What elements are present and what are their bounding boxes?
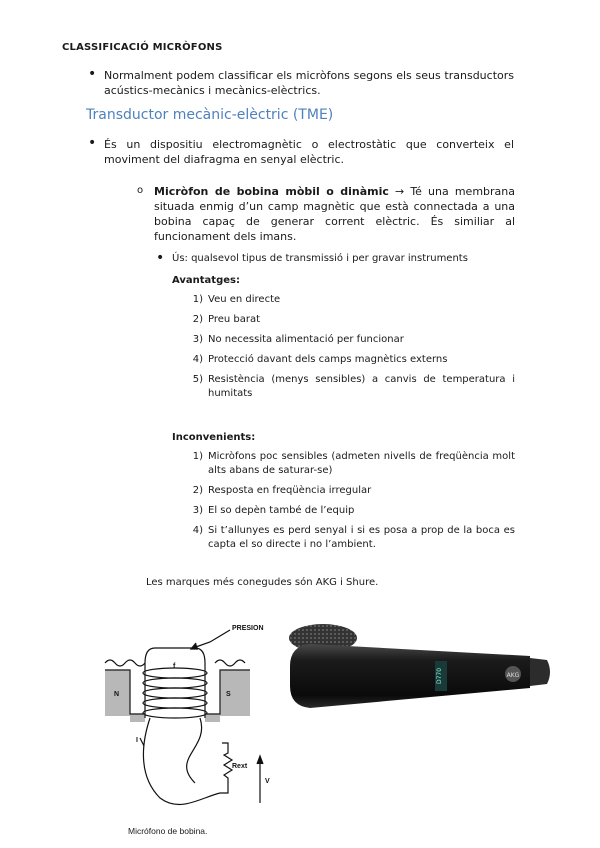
list-item: 1) Veu en directe [192,294,281,305]
advantages-title: Avantatges: [172,275,240,286]
page-heading: CLASSIFICACIÓ MICRÒFONS [62,42,223,53]
list-item: 3) El so depèn també de l’equip [192,505,355,516]
mic-type-paragraph [154,184,515,244]
section-description: És un dispositiu electromagnètic o electrostàtic que converteix el moviment del diafragma en senyal elèctric. [104,138,514,166]
mic-type-description: Té una membrana situada enmig d’un camp magnètic que està connectada a una bobina capaç de generar corrent elèctric. És similiar al funcionament dels imans. [154,185,515,243]
south-label: S [226,691,231,698]
circle-bullet-icon: o [137,185,144,196]
section-title: Transductor mecànic-elèctric (TME) [86,107,334,123]
brands-text: Les marques més conegudes són AKG i Shure. [146,577,379,588]
list-item: 5) Resistència (menys sensibles) a canvis de temperatura i humitats [192,374,515,399]
rext-label: Rext [232,763,248,770]
list-item: 3) No necessita alimentació per funcionar [192,334,404,345]
brand-logo: AKG [506,672,520,679]
dynamic-microphone-photo [285,616,555,716]
diagram-caption: Micrófono de bobina. [128,826,208,836]
north-label: N [114,691,120,698]
list-item: 4) Protecció davant dels camps magnètics externs [192,354,448,365]
bullet-icon: • [156,250,165,266]
pressure-label: PRESION [232,625,264,632]
model-label: D770 [436,667,443,685]
list-item: 4) Si t’allunyes es perd senyal i si es posa a prop de la boca es capta el so directe i no l’ambient. [192,525,515,550]
coil-microphone-diagram [100,618,285,828]
disadvantages-title: Inconvenients: [172,432,256,443]
intro-paragraph: Normalment podem classificar els micròfons segons els seus transductors acústics-mecànics i mecànics-elèctrics. [104,69,514,97]
list-item: 2) Resposta en freqüència irregular [192,485,372,496]
current-label: I [136,737,138,744]
voltage-label: V [265,778,270,785]
usage-text: Ús: qualsevol tipus de transmissió i per gravar instruments [172,253,468,264]
bullet-icon: • [88,135,97,151]
force-label: f [173,663,176,670]
list-item: 2) Preu barat [192,314,261,325]
advantages-list [187,293,515,401]
list-item: 1) Micròfons poc sensibles (admeten nivells de freqüència molt alts abans de saturar-se) [192,451,515,476]
disadvantages-list [187,450,515,552]
mic-type-name: Micròfon de bobina mòbil o dinàmic [154,185,389,198]
bullet-icon: • [88,66,97,82]
arrow-icon: → [395,185,405,198]
